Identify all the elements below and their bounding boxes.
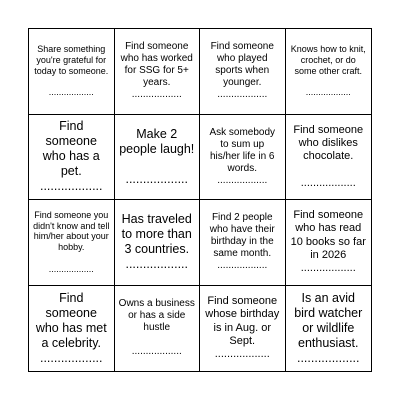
bingo-cell-text: Find someone who has worked for SSG for 5+ years. .................. <box>120 41 193 101</box>
bingo-cell-text: Find someone who has read 10 books so far in 2026 .................. <box>290 209 366 275</box>
bingo-cell-text: Find someone who dislikes chocolate. .................. <box>293 123 364 189</box>
bingo-board <box>28 28 372 372</box>
bingo-cell-text: Find someone who has met a celebrity. .................. <box>35 290 107 365</box>
bingo-cell-r4c1[interactable] <box>29 286 115 372</box>
bingo-cell-r1c3[interactable] <box>200 29 286 115</box>
bingo-cell-text: Find 2 people who have their birthday in the same month. .................. <box>209 212 275 272</box>
bingo-cell-text: Find someone who played sports when younger. .................. <box>210 41 274 101</box>
bingo-cell-r2c1[interactable] <box>29 115 115 201</box>
bingo-cell-r3c1[interactable] <box>29 200 115 286</box>
bingo-cell-text: Has traveled to more than 3 countries. .................. <box>121 212 192 272</box>
bingo-cell-text: Find someone you didn't know and tell him/her about your hobby. .................. <box>33 209 110 274</box>
bingo-cell-text: Find someone who has a pet. .................. <box>39 119 103 194</box>
bingo-cell-text: Owns a business or has a side hustle .................. <box>118 298 195 358</box>
bingo-cell-text: Find someone whose birthday is in Aug. or Sept. .................. <box>205 295 280 361</box>
bingo-cell-text: Knows how to knit, crochet, or do some other craft. .................. <box>290 44 366 98</box>
bingo-cell-r2c2[interactable] <box>115 115 201 201</box>
bingo-cell-r3c4[interactable] <box>286 200 372 286</box>
bingo-cell-r3c2[interactable] <box>115 200 201 286</box>
bingo-cell-r1c1[interactable] <box>29 29 115 115</box>
bingo-cell-r2c4[interactable] <box>286 115 372 201</box>
bingo-cell-r4c2[interactable] <box>115 286 201 372</box>
bingo-cell-r1c2[interactable] <box>115 29 201 115</box>
bingo-cell-text: Is an avid bird watcher or wildlife enthusiast. .................. <box>294 290 363 365</box>
bingo-cell-r4c4[interactable] <box>286 286 372 372</box>
bingo-cell-text: Make 2 people laugh! .................. <box>119 126 195 186</box>
bingo-cell-text: Share something you're grateful for today to someone. .................. <box>34 44 109 98</box>
bingo-cell-r4c3[interactable] <box>200 286 286 372</box>
bingo-cell-text: Ask somebody to sum up his/her life in 6 words. .................. <box>209 126 276 186</box>
bingo-cell-r1c4[interactable] <box>286 29 372 115</box>
bingo-cell-r3c3[interactable] <box>200 200 286 286</box>
bingo-cell-r2c3[interactable] <box>200 115 286 201</box>
